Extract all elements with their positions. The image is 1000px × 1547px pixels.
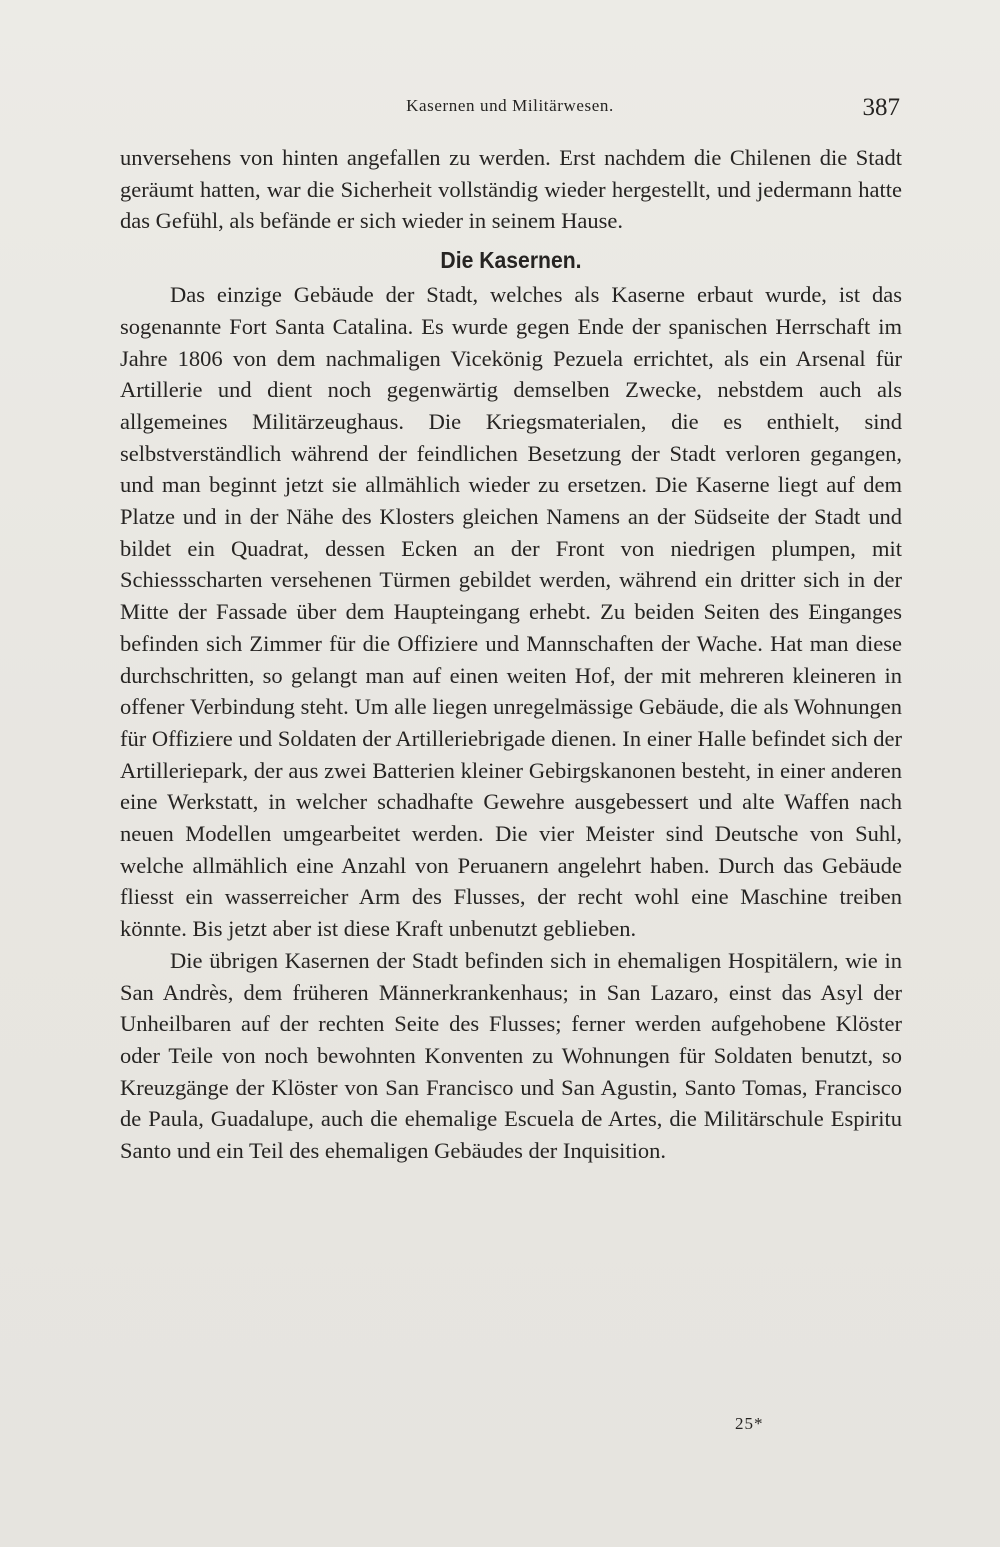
- running-head: [120, 94, 900, 124]
- page-number: 387: [862, 94, 900, 121]
- paragraph-fort-santa-catalina: Das einzige Gebäude der Stadt, welches als Kaserne erbaut wurde, ist das sogenannte Fort Santa Catalina. Es wurde gegen Ende der spanischen Herrschaft im Jahre 1806 von dem nachmaligen Vicekönig Pezuela errichtet, als ein Arsenal für Artillerie und dient noch gegenwärtig demselben Zwecke, nebstdem auch als allgemeines Militärzeughaus. Die Kriegsmaterialen, die es enthielt, sind selbstverständlich während der feindlichen Besetzung der Stadt verloren gegangen, und man beginnt jetzt sie allmählich wieder zu ersetzen. Die Kaserne liegt auf dem Platze und in der Nähe des Klosters gleichen Namens an der Südseite der Stadt und bildet ein Quadrat, dessen Ecken an der Front von niedrigen plumpen, mit Schiessscharten versehenen Türmen gebildet werden, während ein dritter sich in der Mitte der Fassade über dem Haupteingang erhebt. Zu beiden Seiten des Einganges befinden sich Zimmer für die Offiziere und Mannschaften der Wache. Hat man diese durchschritten, so gelangt man auf einen weiten Hof, der mit mehreren kleineren in offener Verbindung steht. Um alle liegen unregelmässige Gebäude, die als Wohnungen für Offiziere und Soldaten der Artilleriebrigade dienen. In einer Halle befindet sich der Artilleriepark, der aus zwei Batterien kleiner Gebirgskanonen besteht, in einer anderen eine Werkstatt, in welcher schadhafte Gewehre ausgebessert und alte Waffen nach neuen Modellen umgearbeitet werden. Die vier Meister sind Deutsche von Suhl, welche allmählich eine Anzahl von Peruanern angelehrt haben. Durch das Gebäude fliesst ein wasserreicher Arm des Flusses, der recht wohl eine Maschine treiben könnte. Bis jetzt aber ist diese Kraft unbenutzt geblieben.: [120, 282, 902, 942]
- body-text: [120, 142, 902, 1167]
- printer-signature-mark: 25*: [735, 1414, 764, 1433]
- paragraph-continuation: unversehens von hinten angefallen zu werden. Erst nachdem die Chilenen die Stadt geräumt hatten, war die Sicherheit vollständig wieder hergestellt, und jedermann hatte das Gefühl, als befände er sich wieder in seinem Hause.: [120, 145, 902, 234]
- paragraph-other-barracks: Die übrigen Kasernen der Stadt befinden sich in ehemaligen Hospitälern, wie in San Andrès, dem früheren Männerkrankenhaus; in San Lazaro, einst das Asyl der Unheilbaren auf der rechten Seite des Flusses; ferner werden aufgehobene Klöster oder Teile von noch bewohnten Konventen zu Wohnungen für Soldaten benutzt, so Kreuzgänge der Klöster von San Francisco und San Agustin, Santo Tomas, Francisco de Paula, Guadalupe, auch die ehemalige Escuela de Artes, die Militärschule Espiritu Santo und ein Teil des ehemaligen Gebäudes der Inquisition.: [120, 947, 902, 1164]
- section-heading: Die Kasernen.: [440, 247, 582, 274]
- running-title: Kasernen und Militärwesen.: [406, 96, 614, 115]
